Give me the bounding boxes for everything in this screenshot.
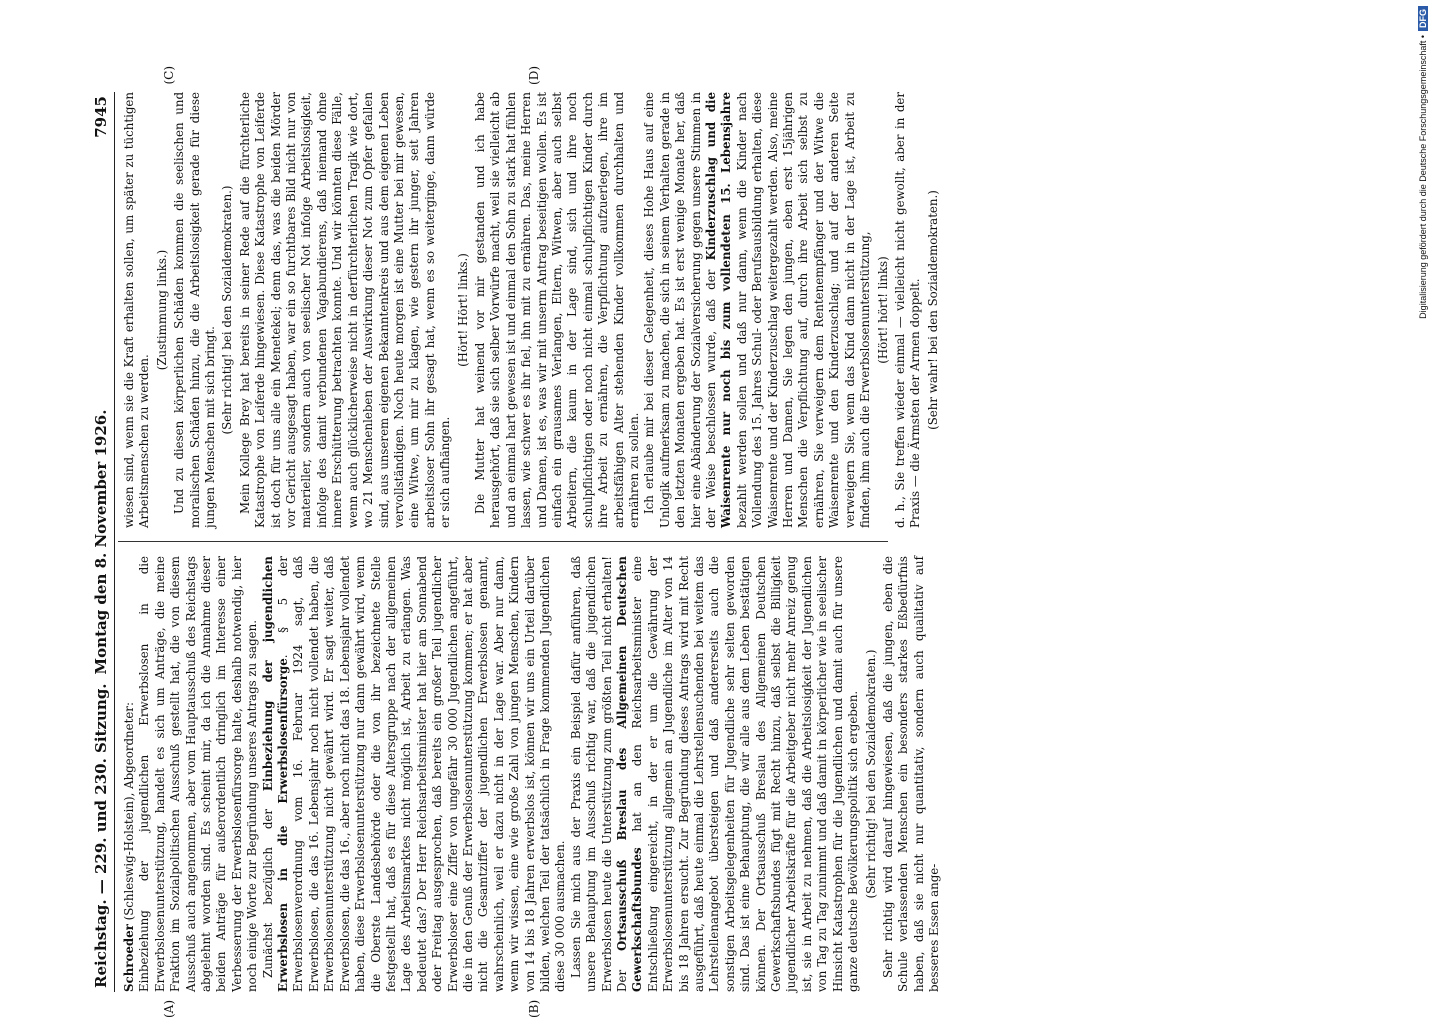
session-title: Reichstag. — 229. und 230. Sitzung. bbox=[92, 683, 110, 988]
margin-marker-a: (A) bbox=[162, 999, 176, 1018]
interjection: (Hört! Hört! links.) bbox=[455, 253, 470, 367]
text-run: . § 5 der Erwerbslosenverordnung vom 16. Februar 1924 sagt, daß Erwerbslosen, die das 16. Lebensjahr noch nicht vollendet haben, die Erwerbslosenunterstützung nicht gewährt wird. Er sagt weiter, daß Erwerbslosen, die das 16., aber noch nicht das 18. Lebensjahr vollendet haben, diese Erwerbslosenunterstützung nur dann gewährt wird, wenn die Oberste Landesbehörde oder die von ihr bezeichnete Stelle festgestellt hat, daß es für diese Altersgruppe nach der allgemeinen Lage des Arbeitsmarktes nicht möglich ist, Arbeit zu erlangen. Was bedeutet das? Der Herr Reichsarbeitsminister hat hier am Sonnabend oder Freitag ausgesprochen, daß bereits ein großer Teil jugendlicher Erwerbsloser eine Ziffer von ungefähr 30 000 Jugendlichen angeführt, die in den Genuß der Erwerbslosenunterstützung kommen; er hat aber nicht die Gesamtziffer der jugendlichen Erwerbslosen genannt, wahrscheinlich, weil er dazu nicht in der Lage war. Aber nur dann, wenn wir wissen, eine wie große Zahl von jungen Menschen, Kindern von 14 bis 18 Jahren erwerbslos ist, können wir uns ein Urteil darüber bilden, welchen Teil der tatsächlich in Frage kommenden Jugendlichen diese 30 000 ausmachen. bbox=[276, 555, 568, 992]
margin-marker-b: (B) bbox=[527, 999, 541, 1018]
interjection: (Sehr richtig! bei den Sozialdemokraten.) bbox=[220, 185, 235, 435]
rotated-page bbox=[92, 66, 942, 1018]
text-run: hat an den Reichsarbeitsminister eine Entschließung eingereicht, in der er um die Gewährung der Erwerbslosenunterstützung allgemein an Jugendliche im Alter von 14 bis 18 Jahren ersucht. Zur Begründung dieses Antrags wird mit Recht ausgeführt, daß heute einmal die Lehrstellensuchenden bei weitem das Lehrstellenangebot übersteigen und daß andererseits auch die sonstigen Arbeitsgelegenheiten für Jugendliche sehr selten geworden sind. Das ist eine Behauptung, die wir alle aus dem Leben bestätigen können. Der Ortsausschuß Breslau des Allgemeinen Deutschen Gewerkschaftsbundes fügt mit Recht hinzu, daß selbst die Billigkeit jugendlicher Arbeitskräfte für die Arbeitgeber nicht mehr Anreiz genug ist, sie in Arbeit zu nehmen, daß die Arbeitslosigkeit der Jugendlichen von Tag zu Tag zunimmt und daß damit in körperlicher wie in seelischer Hinsicht Katastrophen für die Jugendlichen und damit auch für unsere ganze deutsche Bevölkerungspolitik sich ergeben. bbox=[630, 556, 861, 992]
paragraph: Mein Kollege Brey hat bereits in seiner Rede auf die fürchterliche Katastrophe von Leiferde hingewiesen. Diese Katastrophe von Leiferde ist doch für uns alle ein Menetekel; denn das, was die beiden Mörder vor Gericht ausgesagt haben, war ein so furchtbares Bild nicht nur von materieller, sondern auch von seelischer Not infolge Arbeitslosigkeit, infolge des damit verbundenen Vagabundierens, daß niemand ohne innere Erschütterung betrachten konnte. Und wir könnten diese Fälle, wenn auch glücklicherweise nicht in derfürchterlichen Tragik wie dort, wo 21 Menschenleben der Auswirkung dieser Not zum Opfer gefallen sind, aus unserem eigenen Bekanntenkreis und aus dem eigenen Leben vervollständigen. Noch heute morgen ist eine Mutter bei mir gewesen, eine Witwe, um mir zu klagen, wie gestern ihr junger, seit Jahren arbeitsloser Sohn ihr gesagt hat, wenn es so weiterginge, dann würde er sich aufhängen. bbox=[237, 92, 453, 528]
margin-marker-d: (D) bbox=[527, 66, 541, 85]
left-column bbox=[122, 555, 942, 1018]
paragraph bbox=[261, 556, 569, 992]
paragraph: d. h., Sie treffen wieder einmal — vielleicht nicht gewollt, aber in der Praxis — die Ärmsten der Armen doppelt. bbox=[892, 92, 923, 528]
interjection: (Zustimmung links.) bbox=[154, 249, 169, 371]
paragraph bbox=[642, 92, 873, 528]
text-run: bezahlt werden sollen und daß nur dann, wenn die Kinder nach Vollendung des 15. Jahres Schul- oder Berufsausbildung erhalten, diese Waisenrente und der Kinderzuschlag weitergezahlt werden. Also, meine Herren und Damen, Sie legen den jungen, eben erst 15jährigen Menschen die Verpflichtung auf, durch ihre Arbeit sich selbst zu ernähren, Sie verweigern dem Rentenempfänger und der Witwe die Waisenrente und den Kinderzuschlag; und auf der anderen Seite verweigern Sie, wenn das Kind dann nicht in der Lage ist, Arbeit zu finden, ihm auch die Erwerbslosenunterstützung, bbox=[734, 92, 873, 528]
digitization-credit bbox=[1416, 6, 1430, 994]
session-date: Montag den 8. November 1926. bbox=[92, 409, 110, 675]
interjection: (Hört! hört! links) bbox=[875, 256, 890, 364]
text-run: Ich erlaube mir bei dieser Gelegenheit, dieses Hohe Haus auf eine Unlogik aufmerksam zu machen, die sich in seinem Verhalten gerade in den letzten Monaten ergeben hat. Es ist erst wenige Monate her, daß hier eine Abänderung der Sozialversicherung gegen unsere Stimmen in der Weise beschlossen wurde, daß der bbox=[642, 92, 719, 528]
speaker-line bbox=[122, 556, 137, 992]
paragraph: Sehr richtig wird darauf hingewiesen, daß die jungen, eben die Schule verlassenden Menschen ein besonders starkes Eßbedürfnis haben, daß sie nicht nur quantitativ, sondern auch qualitativ auf besseres Essen ange- bbox=[880, 556, 942, 992]
page-header bbox=[92, 92, 112, 992]
text-run: Lassen Sie mich aus der Praxis ein Beispiel dafür anführen, daß unsere Behauptung im Ausschuß richtig war, daß die jugendlichen Erwerbslosen heute die Unterstützung zum größten Teil nicht erhalten! Der bbox=[568, 556, 629, 992]
right-column bbox=[122, 66, 940, 528]
interjection: (Sehr richtig! bei den Sozialdemokraten.) bbox=[863, 649, 878, 899]
scanned-page bbox=[92, 66, 942, 1018]
header-rule bbox=[114, 92, 115, 992]
column-divider bbox=[118, 541, 888, 542]
credit-text: Digitalisierung gefördert durch die Deutsche Forschungsgemeinschaft • bbox=[1418, 35, 1428, 319]
page-number: 7945 bbox=[92, 96, 110, 138]
dfg-logo: DFG bbox=[1418, 6, 1428, 31]
interjection: (Sehr wahr! bei den Sozialdemokraten.) bbox=[925, 190, 940, 430]
speaker-name: Schroeder bbox=[122, 924, 136, 992]
text-run: Zunächst bezüglich der bbox=[260, 791, 275, 978]
emphasis: Ortsausschuß Breslau des Allgemeinen Deutschen Gewerkschaftsbundes bbox=[615, 556, 645, 992]
paragraph: Einbeziehung der jugendlichen Erwerbslosen in die Erwerbslosenunterstützung, handelt es sich um Anträge, die meine Fraktion im Sozialpolitischen Ausschuß gestellt hat, die von diesem Ausschuß auch angenommen, aber vom Hauptausschuß des Reichstags abgelehnt worden sind. Es scheint mir, da ich die Annahme dieser beiden Anträge für außerordentlich dringlich im Interesse einer Verbesserung der Erwerbslosenfürsorge halte, deshalb notwendig, hier noch einige Worte zur Begründung unseres Antrags zu sagen. bbox=[137, 556, 260, 992]
speaker-affiliation: (Schleswig-Holstein), Abgeordneter: bbox=[122, 702, 136, 925]
emphasis: Kinderzuschlag und die Waisenrente nur noch bis zum vollendeten 15. Lebensjahre bbox=[704, 91, 734, 528]
paragraph: wiesen sind, wenn sie die Kraft erhalten sollen, um später zu tüchtigen Arbeitsmenschen zu werden. bbox=[122, 92, 152, 528]
paragraph: Die Mutter hat weinend vor mir gestanden und ich habe herausgehört, daß sie sich selber Vorwürfe macht, weil sie vielleicht ab und an einmal hart gewesen ist und einmal den Sohn zu stark hat fühlen lassen, wie schwer es ihr fiel, ihn mit zu ernähren. Das, meine Herren und Damen, ist es, was wir mit unserm Antrag beseitigen wollen. Es ist einfach ein grausames Verlangen, Eltern, Witwen, aber auch selbst Arbeitern, die kaum in der Lage sind, sich und ihre noch schulpflichtigen oder noch nicht einmal schulpflichtigen Kinder durch ihre Arbeit zu ernähren, die Verpflichtung aufzuerlegen, ihre im arbeitsfähigen Alter stehenden Kinder vollkommen durchhalten und ernähren zu sollen. bbox=[472, 92, 641, 528]
paragraph: Und zu diesen körperlichen Schäden kommen die seelischen und moralischen Schäden hinzu, die die Arbeitslosigkeit gerade für diese jungen Menschen mit sich bringt. bbox=[172, 92, 218, 528]
paragraph bbox=[569, 556, 862, 992]
margin-marker-c: (C) bbox=[162, 66, 176, 85]
emphasis: Einbeziehung der jugendlichen Erwerbslosen in die Erwerbslosenfürsorge bbox=[260, 555, 291, 992]
